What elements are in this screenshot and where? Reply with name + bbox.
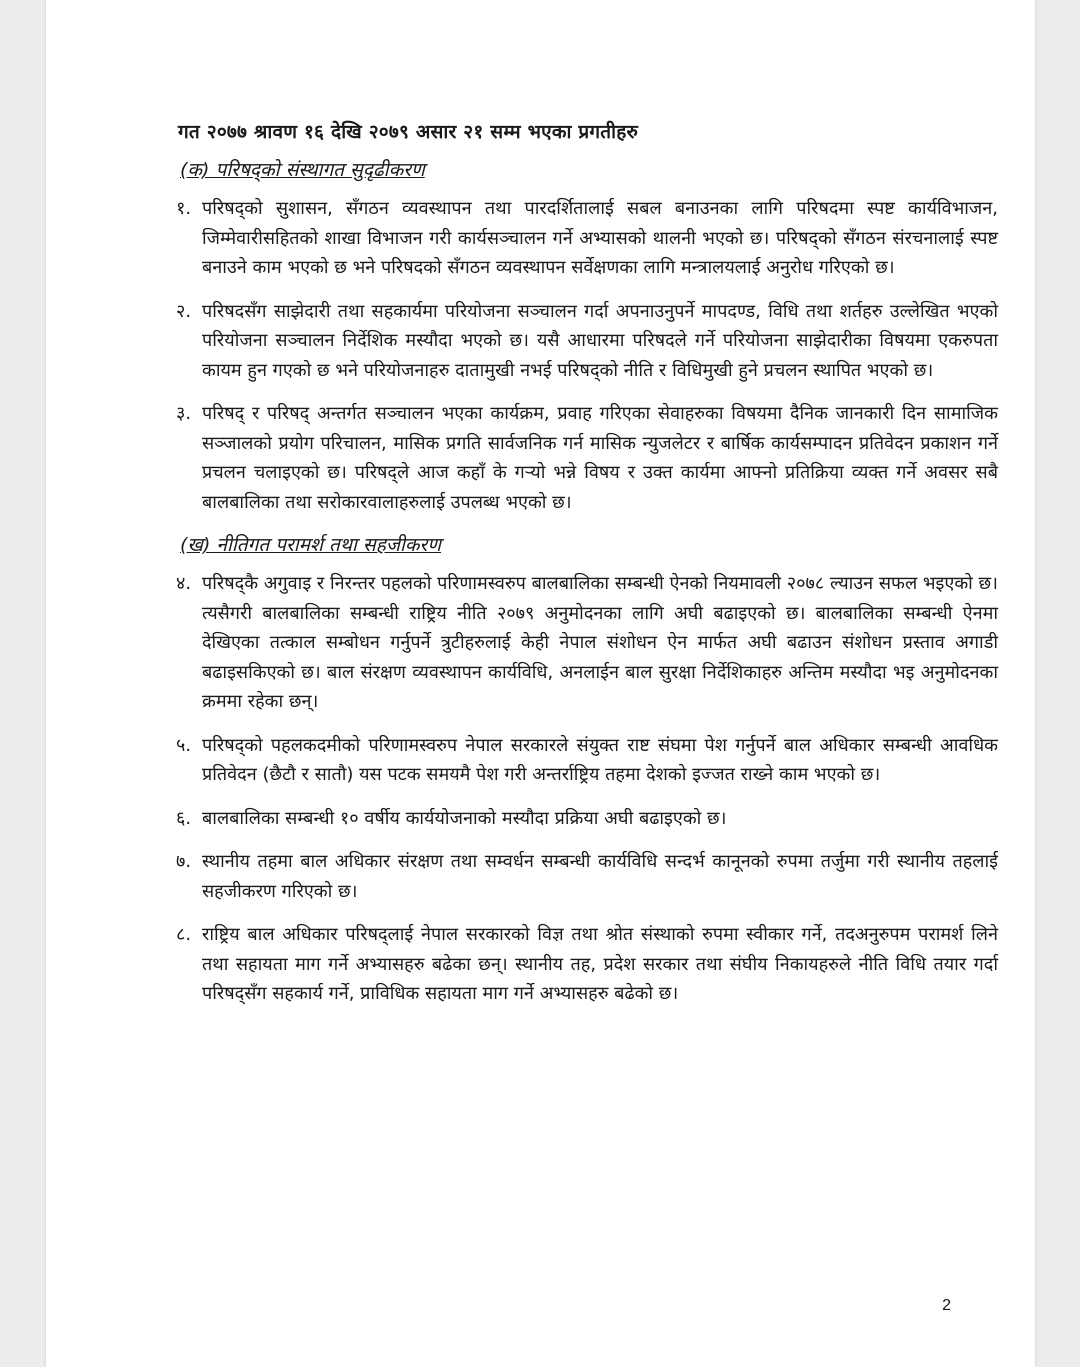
item-text: परिषदसँग साझेदारी तथा सहकार्यमा परियोजना सञ्चालन गर्दा अपनाउनुपर्ने मापदण्ड, विधि तथा शर्तहरु उल्लेखित भएको परियोजना सञ्चालन निर्देशिक मस्यौदा भएको छ। यसै आधारमा परिषदले गर्ने परियोजना साझेदारीका विषयमा एकरुपता कायम हुन गएको छ भने परियोजनाहरु दातामुखी नभई परिषद्को नीति र विधिमुखी हुने प्रचलन स्थापित भएको छ। (202, 300, 998, 381)
list-item (176, 569, 998, 717)
section-title: (क) परिषद्को संस्थागत सुदृढीकरण (180, 159, 425, 181)
item-text: परिषद्को सुशासन, सँगठन व्यवस्थापन तथा पारदर्शितालाई सबल बनाउनका लागि परिषदमा स्पष्ट कार्यविभाजन, जिम्मेवारीसहितको शाखा विभाजन गरी कार्यसञ्चालन गर्ने अभ्यासको थालनी भएको छ। परिषद्को सँगठन संरचनालाई स्पष्ट बनाउने काम भएको छ भने परिषदको सँगठन व्यवस्थापन सर्वेक्षणका लागि मन्त्रालयलाई अनुरोध गरिएको छ। (202, 198, 998, 278)
list-item (176, 194, 998, 283)
item-text: परिषद्कै अगुवाइ र निरन्तर पहलको परिणामस्वरुप बालबालिका सम्बन्धी ऐनको नियमावली २०७८ ल्याउन सफल भइएको छ। त्यसैगरी बालबालिका सम्बन्धी राष्ट्रिय नीति २०७९ अनुमोदनका लागि अघी बढाइएको छ। बालबालिका सम्बन्धी ऐनमा देखिएका तत्काल सम्बोधन गर्नुपर्ने त्रुटीहरुलाई केही नेपाल संशोधन ऐन मार्फत अघी बढाउन संशोधन प्रस्ताव अगाडी बढाइसकिएको छ। बाल संरक्षण व्यवस्थापन कार्यविधि, अनलाईन बाल सुरक्षा निर्देशिकाहरु अन्तिम मस्यौदा भइ अनुमोदनका क्रममा रहेका छन्। (202, 573, 998, 712)
item-text: परिषद्को पहलकदमीको परिणामस्वरुप नेपाल सरकारले संयुक्त राष्ट संघमा पेश गर्नुपर्ने बाल अधिकार सम्बन्धी आवधिक प्रतिवेदन (छैटौ र सातौ) यस पटक समयमै पेश गरी अन्तर्राष्ट्रिय तहमा देशको इज्जत राख्ने काम भएको छ। (202, 734, 998, 785)
item-number: ७. (176, 851, 192, 872)
item-number: २. (176, 300, 192, 322)
page-number: 2 (942, 1297, 951, 1314)
item-number: १. (176, 198, 192, 219)
item-number: ८. (176, 924, 192, 945)
section-policy-consultation (176, 531, 998, 1009)
list-item (176, 399, 998, 517)
list-item (176, 297, 998, 386)
document-content (176, 118, 998, 1023)
item-text: परिषद् र परिषद् अन्तर्गत सञ्चालन भएका कार्यक्रम, प्रवाह गरिएका सेवाहरुका विषयमा दैनिक जानकारी दिन सामाजिक सञ्जालको प्रयोग परिचालन, मासिक प्रगति सार्वजनिक गर्न मासिक न्युजलेटर र बार्षिक कार्यसम्पादन प्रतिवेदन प्रकाशन गर्ने प्रचलन चलाइएको छ। परिषद्ले आज कहाँ के गर्‍यो भन्ने विषय र उक्त कार्यमा आफ्नो प्रतिक्रिया व्यक्त गर्ने अवसर सबै बालबालिका तथा सरोकारवालाहरुलाई उपलब्ध भएको छ। (202, 403, 998, 513)
section-title: (ख) नीतिगत परामर्श तथा सहजीकरण (180, 534, 441, 556)
list-item (176, 920, 998, 1009)
list-item (176, 731, 998, 790)
item-number: ६. (176, 807, 192, 829)
item-text: स्थानीय तहमा बाल अधिकार संरक्षण तथा सम्वर्धन सम्बन्धी कार्यविधि सन्दर्भ कानूनको रुपमा तर्जुमा गरी स्थानीय तहलाई सहजीकरण गरिएको छ। (202, 851, 998, 902)
document-page (46, 0, 1035, 1367)
list-item (176, 804, 998, 834)
item-number: ४. (176, 573, 192, 594)
item-number: ३. (176, 403, 192, 424)
item-number: ५. (176, 734, 192, 756)
item-text: राष्ट्रिय बाल अधिकार परिषद्लाई नेपाल सरकारको विज्ञ तथा श्रोत संस्थाको रुपमा स्वीकार गर्ने, तदअनुरुपम परामर्श लिने तथा सहायता माग गर्ने अभ्यासहरु बढेका छन्। स्थानीय तह, प्रदेश सरकार तथा संघीय निकायहरुले नीति विधि तयार गर्दा परिषद्सँग सहकार्य गर्ने, प्राविधिक सहायता माग गर्ने अभ्यासहरु बढेको छ। (202, 924, 998, 1004)
item-text: बालबालिका सम्बन्धी १० वर्षीय कार्ययोजनाको मस्यौदा प्रक्रिया अघी बढाइएको छ। (202, 807, 727, 829)
list-item (176, 847, 998, 906)
document-heading: गत २०७७ श्रावण १६ देखि २०७९ असार २१ सम्म भएका प्रगतीहरु (178, 121, 639, 143)
section-institutional-strengthening (176, 156, 998, 517)
